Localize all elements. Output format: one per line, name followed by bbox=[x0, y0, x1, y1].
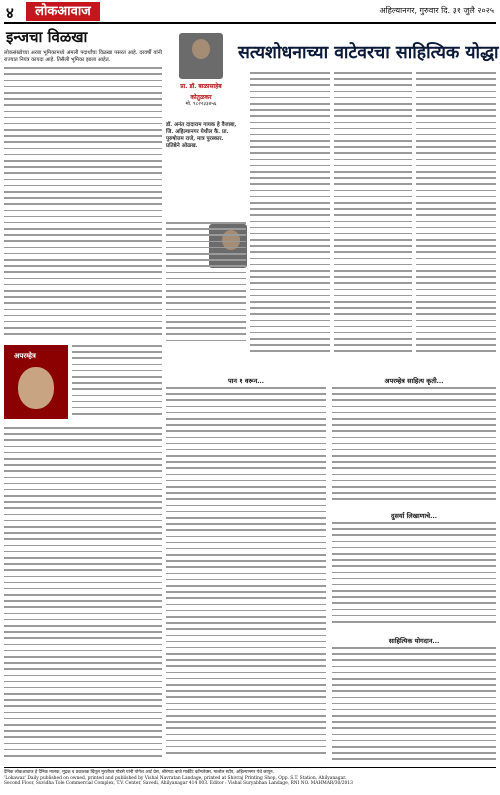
right-subhead-3: साहित्यिक योगदान... bbox=[388, 637, 440, 645]
right-subhead-2: दुसर्या लिखाणाचे... bbox=[391, 512, 437, 520]
body-text-block bbox=[334, 72, 412, 368]
imprint-line-1: दैनिक लोकआवाज हे दैनिक मालक, मुद्रक व प्रकाशक चिंतूल मुरलीधर गोडसे यांनी योगेश आर्ट प्रेस, श्रीरंगटा बाजे मार्कीट कॉम्प्लेक्स, मालोल स्टॉप, अहिल्यानगर येथे छापून. bbox=[4, 770, 274, 775]
editorial-box bbox=[4, 345, 68, 419]
column-2 bbox=[166, 72, 246, 362]
author-surname: कोतुळकर bbox=[190, 94, 212, 101]
body-text-block bbox=[332, 387, 496, 507]
column-3 bbox=[250, 72, 330, 368]
body-text-block bbox=[4, 427, 162, 765]
imprint-line-3: Second Floor, Suvidha Tole Commercial Complex, T.V. Center, Savedi, Ahilyanagar 414 003. Editor : Vishal Suryabhan Landage, RNI NO. MAHMAR/30/2013 bbox=[4, 781, 353, 787]
continued-heading: पान १ वरून... bbox=[228, 377, 264, 385]
intro-paragraph: लोकसंख्येच्या अरबा भूमिकामध्ये अंमली पदार्थांचा विळखा पसरत आहे. दरवर्षी यांनी राज्यात नियंत्र कायदा आहे. तिसैली भूमिका झाला आहेत. bbox=[4, 50, 162, 63]
editorial-label: अपरम्हेत्र bbox=[14, 351, 36, 360]
body-text-block bbox=[416, 72, 496, 368]
author-phone: मो. ९८२२३३४५६ bbox=[185, 101, 217, 107]
body-text-block bbox=[166, 222, 246, 362]
subject-bio: डॉ. अनंत दादाराम गायक हे वैजाबा, जि. अहिल्यानगर येथील कै. प्रा. पुरुषोत्तम राजे, मात्र पुरस्कार. प्रतिष्ठेने ओळख. bbox=[166, 122, 237, 149]
body-text-block bbox=[72, 345, 162, 425]
imprint-footer bbox=[4, 770, 496, 787]
imprint-line-2: 'Lokawaz' Daily published on owned, printed and published by Vishal Navratan Landage, printed at Shivraj Printing Shop, Opp. S.T. Station, Ahilyanagar. bbox=[4, 775, 347, 781]
article-headline: सत्यशोधनाच्या वाटेवरचा साहित्यिक योद्धा bbox=[238, 40, 496, 66]
masthead bbox=[0, 0, 500, 24]
editorial-photo bbox=[18, 367, 54, 409]
footer-rule bbox=[4, 767, 496, 768]
body-text-block bbox=[4, 67, 162, 339]
column-4 bbox=[334, 72, 412, 368]
lower-middle bbox=[166, 372, 326, 767]
header-rule bbox=[4, 22, 496, 24]
left-column bbox=[4, 27, 162, 339]
body-text-block bbox=[332, 522, 496, 632]
right-subhead-1: अपरम्हेत्र साहित्य कृती... bbox=[384, 377, 444, 385]
section-title: इन्जचा विळखा bbox=[6, 28, 88, 46]
lower-right bbox=[332, 372, 496, 767]
body-text-block bbox=[250, 72, 330, 368]
column-5 bbox=[416, 72, 496, 368]
dateline: अहिल्यानगर, गुरुवार दि. ३१ जुलै २०२५ bbox=[379, 6, 494, 15]
body-text-block bbox=[166, 387, 326, 767]
brand-logo: लोकआवाज bbox=[26, 2, 100, 21]
page-number: ४ bbox=[6, 4, 14, 22]
body-text-block bbox=[332, 647, 496, 767]
author-name: प्रा. डॉ. बाळासाहेब bbox=[180, 83, 222, 90]
